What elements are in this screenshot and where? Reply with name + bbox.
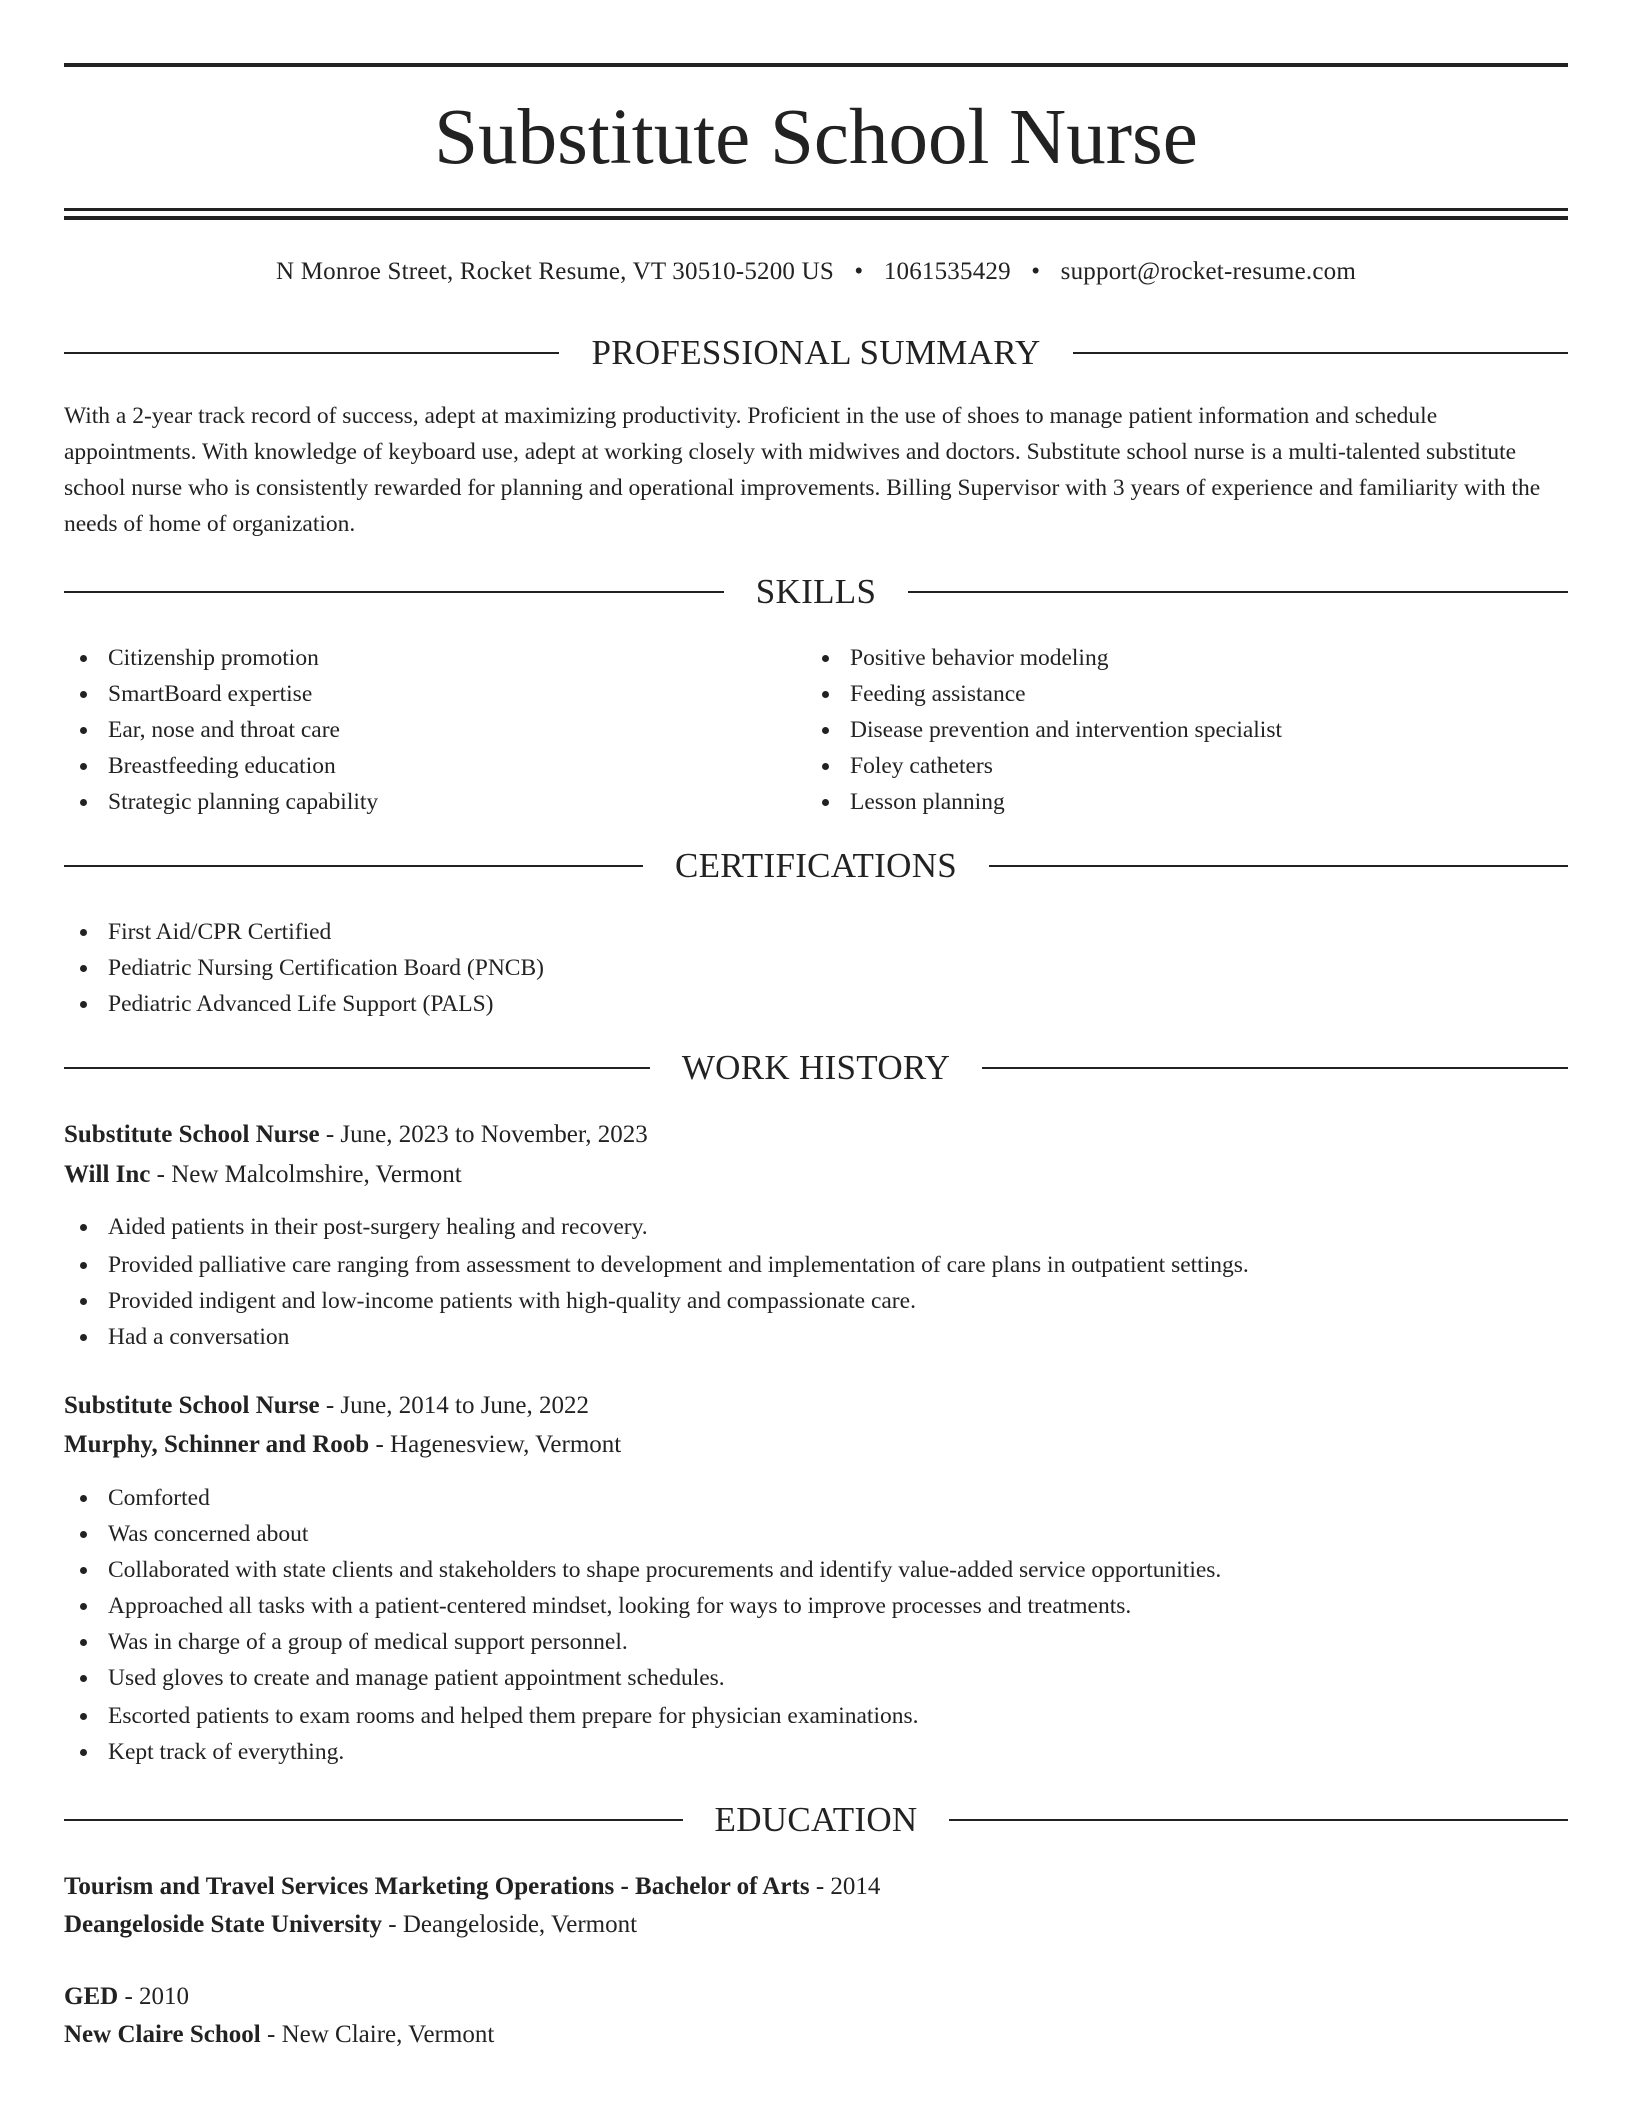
skills-list-right — [806, 640, 1546, 820]
contact-email[interactable]: support@rocket-resume.com — [1060, 258, 1356, 285]
skill-item: Citizenship promotion — [64, 640, 804, 676]
section-rule — [949, 1819, 1568, 1821]
certification-item: First Aid/CPR Certified — [64, 914, 1568, 950]
certification-item: Pediatric Advanced Life Support (PALS) — [64, 986, 1568, 1022]
section-rule — [1073, 352, 1568, 354]
education-degree-line — [64, 1869, 1568, 1905]
section-rule — [908, 591, 1568, 593]
contact-address: N Monroe Street, Rocket Resume, VT 30510-5200 US — [276, 258, 834, 285]
job-company-line — [64, 1427, 1568, 1463]
contact-phone: 1061535429 — [883, 258, 1011, 285]
contact-line — [64, 255, 1568, 289]
section-header-skills — [64, 570, 1568, 614]
section-title-education: EDUCATION — [714, 1800, 918, 1839]
job-bullet: Collaborated with state clients and stakeholders to shape procurements and identify value-added service opportunities. — [64, 1552, 1568, 1588]
skills-list-left — [64, 640, 804, 820]
contact-separator: • — [1031, 258, 1041, 285]
skill-item: Positive behavior modeling — [806, 640, 1546, 676]
section-rule — [64, 352, 559, 354]
education-school: Deangeloside State University — [64, 1911, 383, 1938]
job-bullet: Approached all tasks with a patient-centered mindset, looking for ways to improve processes and treatments. — [64, 1588, 1568, 1624]
summary-text: With a 2-year track record of success, adept at maximizing productivity. Proficient in the use of shoes to manage patient information and schedule appointments. With knowledge of keyboard use, adept at working closely with midwives and doctors. Substitute school nurse is a multi-talented substitute school nurse who is consistently rewarded for planning and operational improvements. Billing Supervisor with 3 years of experience and familiarity with the needs of home of organization. — [64, 403, 1541, 537]
header-top-rule — [64, 63, 1568, 67]
job-title: Substitute School Nurse — [64, 1121, 320, 1148]
job-bullets — [64, 1480, 1568, 1770]
job-company: Will Inc — [64, 1161, 151, 1188]
section-rule — [64, 1819, 683, 1821]
education-school: New Claire School — [64, 2021, 261, 2048]
skill-item: SmartBoard expertise — [64, 676, 804, 712]
education-year: - 2010 — [124, 1983, 190, 2010]
section-title-work-history: WORK HISTORY — [681, 1048, 951, 1087]
skill-item: Disease prevention and intervention specialist — [806, 712, 1546, 748]
education-degree-line — [64, 1979, 1568, 2015]
education-school-line — [64, 1907, 1568, 1943]
job-title-line — [64, 1117, 1568, 1153]
section-title-summary: PROFESSIONAL SUMMARY — [591, 333, 1041, 372]
job-bullet: Was concerned about — [64, 1516, 1568, 1552]
job-bullet: Had a conversation — [64, 1319, 1568, 1355]
section-rule — [64, 591, 724, 593]
section-title-certifications: CERTIFICATIONS — [674, 846, 958, 885]
education-year: - 2014 — [815, 1873, 881, 1900]
resume-title: Substitute School Nurse — [434, 94, 1198, 181]
job-location: - New Malcolmshire, Vermont — [156, 1161, 462, 1188]
education-school-line — [64, 2017, 1568, 2053]
skill-item: Ear, nose and throat care — [64, 712, 804, 748]
skill-item: Foley catheters — [806, 748, 1546, 784]
section-header-certifications — [64, 844, 1568, 888]
job-bullet: Aided patients in their post-surgery healing and recovery. — [64, 1209, 1568, 1245]
job-bullet: Provided palliative care ranging from assessment to development and implementation of care plans in outpatient settings. — [64, 1247, 1568, 1283]
job-dates: - June, 2023 to November, 2023 — [325, 1121, 648, 1148]
job-dates: - June, 2014 to June, 2022 — [325, 1392, 590, 1419]
contact-separator: • — [854, 258, 864, 285]
job-title-line — [64, 1388, 1568, 1424]
job-bullet: Was in charge of a group of medical support personnel. — [64, 1624, 1568, 1660]
job-location: - Hagenesview, Vermont — [375, 1431, 622, 1458]
section-rule — [64, 865, 643, 867]
section-header-work-history — [64, 1046, 1568, 1090]
section-rule — [989, 865, 1568, 867]
job-bullet: Used gloves to create and manage patient appointment schedules. — [64, 1660, 1568, 1696]
job-bullet: Kept track of everything. — [64, 1734, 1568, 1770]
section-rule — [982, 1067, 1568, 1069]
education-location: - New Claire, Vermont — [267, 2021, 495, 2048]
section-rule — [64, 1067, 650, 1069]
job-bullet: Comforted — [64, 1480, 1568, 1516]
skill-item: Strategic planning capability — [64, 784, 804, 820]
education-location: - Deangeloside, Vermont — [388, 1911, 638, 1938]
job-company-line — [64, 1157, 1568, 1193]
job-title: Substitute School Nurse — [64, 1392, 320, 1419]
job-bullet: Escorted patients to exam rooms and helped them prepare for physician examinations. — [64, 1698, 1568, 1734]
job-bullets — [64, 1209, 1568, 1355]
section-title-skills: SKILLS — [755, 572, 877, 611]
header-bottom-rule-2 — [64, 216, 1568, 220]
job-bullet: Provided indigent and low-income patients with high-quality and compassionate care. — [64, 1283, 1568, 1319]
certifications-list — [64, 914, 1568, 1022]
certification-item: Pediatric Nursing Certification Board (PNCB) — [64, 950, 1568, 986]
skill-item: Feeding assistance — [806, 676, 1546, 712]
skill-item: Lesson planning — [806, 784, 1546, 820]
skill-item: Breastfeeding education — [64, 748, 804, 784]
education-degree: GED — [64, 1983, 119, 2010]
education-degree: Tourism and Travel Services Marketing Operations - Bachelor of Arts — [64, 1873, 810, 1900]
section-header-education — [64, 1798, 1568, 1842]
header-bottom-rule — [64, 208, 1568, 211]
job-company: Murphy, Schinner and Roob — [64, 1431, 370, 1458]
section-header-summary — [64, 331, 1568, 375]
